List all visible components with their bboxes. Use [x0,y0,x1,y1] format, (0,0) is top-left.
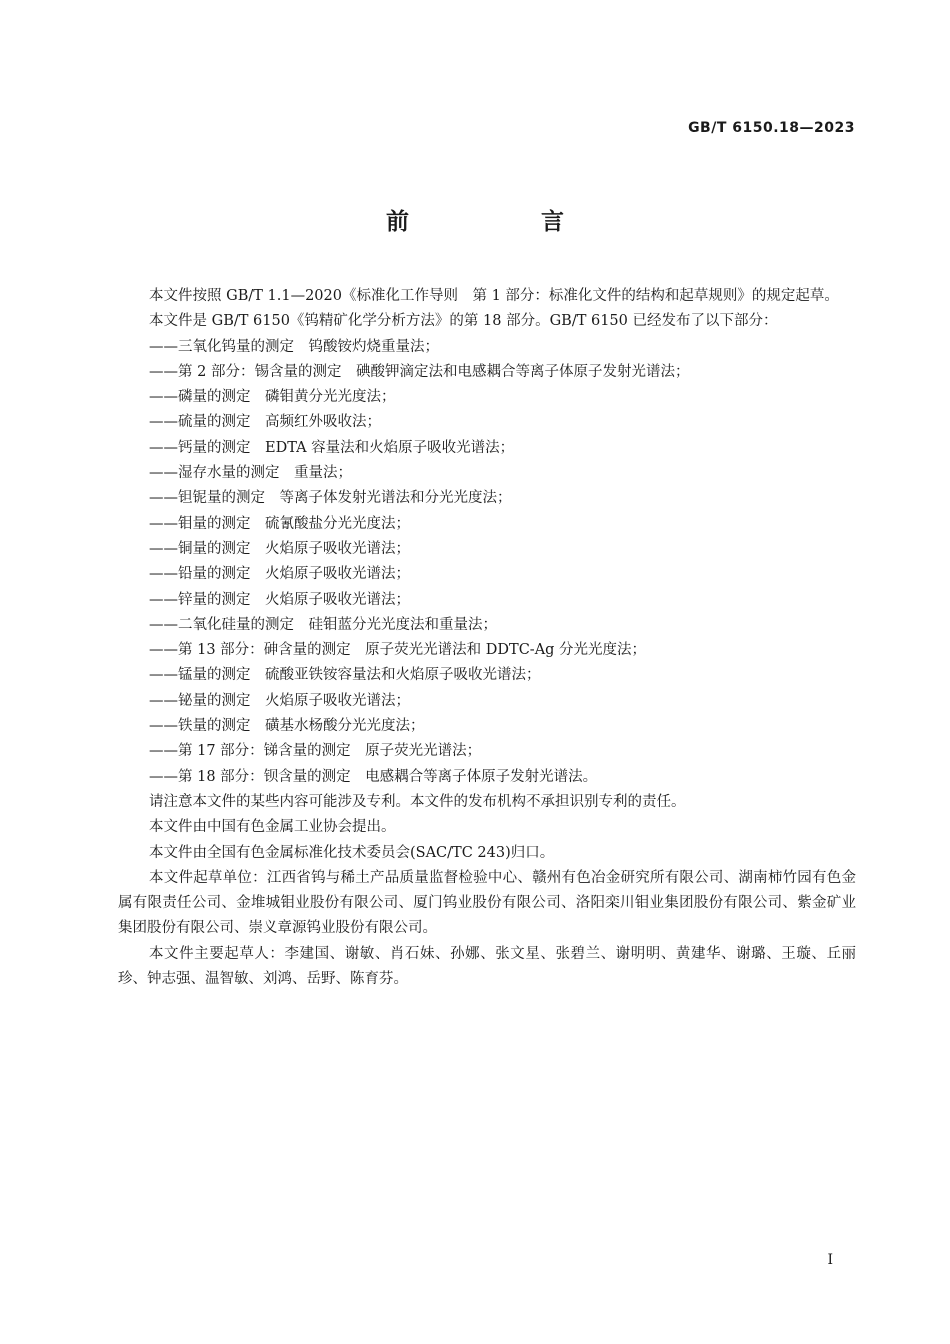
list-item: ——铅量的测定 火焰原子吸收光谱法； [149,566,410,583]
proposer-statement: 本文件由中国有色金属工业协会提出。 [149,819,396,836]
intro-paragraph: 本文件按照 GB/T 1.1—2020《标准化工作导则 第 1 部分：标准化文件的结构和起草规则》的规定起草。 [149,288,839,304]
committee-statement: 本文件由全国有色金属标准化技术委员会(SAC/TC 243)归口。 [149,844,555,861]
list-item: ——锌量的测定 火焰原子吸收光谱法； [149,591,410,608]
list-item: ——铋量的测定 火焰原子吸收光谱法； [149,692,410,709]
standard-number: GB/T 6150.18—2023 [688,120,855,136]
list-item: ——铜量的测定 火焰原子吸收光谱法； [149,540,410,557]
list-item: ——第 17 部分：锑含量的测定 原子荧光光谱法； [149,743,482,760]
list-item: ——二氧化硅量的测定 硅钼蓝分光光度法和重量法； [149,616,497,633]
patent-notice: 请注意本文件的某些内容可能涉及专利。本文件的发布机构不承担识别专利的责任。 [149,793,686,810]
drafters: 本文件主要起草人：李建国、谢敏、肖石妹、孙娜、张文星、张碧兰、谢明明、黄建华、谢璐、王璇、丘丽珍、钟志强、温智敏、刘鸿、岳野、陈育芬。 [118,945,856,988]
list-item: ——硫量的测定 高频红外吸收法； [149,414,381,431]
page-title: 前 言 [385,209,626,235]
list-item: ——钽铌量的测定 等离子体发射光谱法和分光光度法； [149,490,512,507]
page-number: I [827,1252,833,1268]
list-item: ——铁量的测定 磺基水杨酸分光光度法； [149,718,425,735]
list-item: ——磷量的测定 磷钼黄分光光度法； [149,389,396,406]
parts-list [118,335,856,790]
list-item: ——三氧化钨量的测定 钨酸铵灼烧重量法； [149,338,439,355]
intro-paragraph: 本文件是 GB/T 6150《钨精矿化学分析方法》的第 18 部分。GB/T 6150 已经发布了以下部分： [149,313,778,330]
list-item: ——第 2 部分：锡含量的测定 碘酸钾滴定法和电感耦合等离子体原子发射光谱法； [149,363,690,380]
list-item: ——湿存水量的测定 重量法； [149,465,352,482]
list-item: ——钙量的测定 EDTA 容量法和火焰原子吸收光谱法； [149,439,515,456]
list-item: ——锰量的测定 硫酸亚铁铵容量法和火焰原子吸收光谱法； [149,667,541,684]
list-item: ——第 18 部分：钡含量的测定 电感耦合等离子体原子发射光谱法。 [149,768,598,785]
list-item: ——钼量的测定 硫氰酸盐分光光度法； [149,515,410,532]
foreword-body [118,284,856,992]
drafting-units: 本文件起草单位：江西省钨与稀土产品质量监督检验中心、赣州有色冶金研究所有限公司、湖南柿竹园有色金属有限责任公司、金堆城钼业股份有限公司、厦门钨业股份有限公司、洛阳栾川钼业集团股份有限公司、紫金矿业集团股份有限公司、崇义章源钨业股份有限公司。 [118,869,856,937]
list-item: ——第 13 部分：砷含量的测定 原子荧光光谱法和 DDTC-Ag 分光光度法； [149,642,647,659]
